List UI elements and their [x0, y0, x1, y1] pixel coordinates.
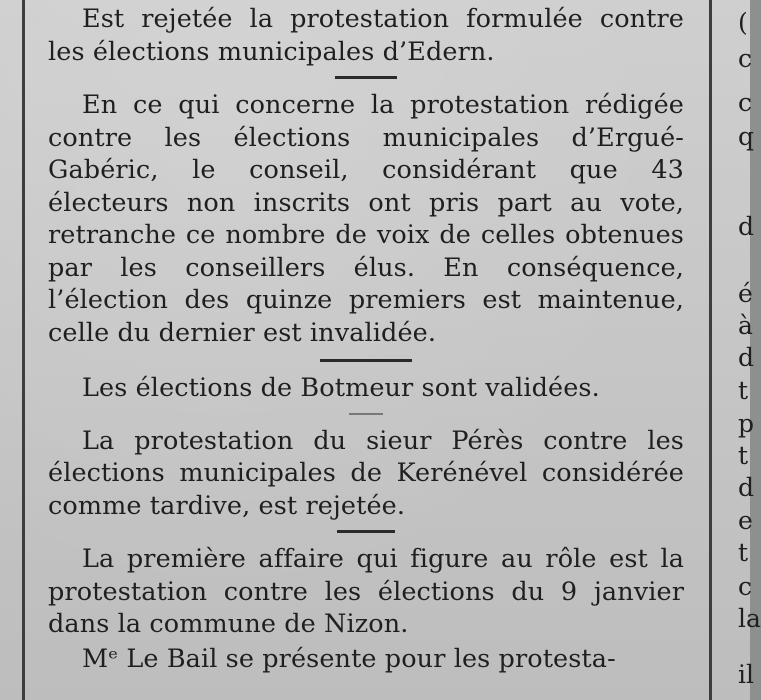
fragment-char: c: [738, 572, 753, 601]
fragment-char: t: [738, 441, 749, 470]
fragment-char: d: [738, 212, 755, 241]
separator-rule: [349, 413, 383, 415]
fragment-char: il: [738, 660, 754, 689]
fragment-char: e: [738, 506, 753, 535]
separator-rule: [337, 530, 395, 533]
paragraph-le-bail: Mᵉ Le Bail se présente pour les protesta-: [82, 643, 616, 674]
column-rule-right: [709, 0, 712, 700]
fragment-char: p: [738, 409, 755, 438]
fragment-char: t: [738, 538, 749, 567]
paragraph-kerenevel: La protestation du sieur Pérès contre les élections municipales de Kerénével considérée comme tardive, est rejetée.: [48, 425, 684, 521]
fragment-char: q: [738, 122, 755, 151]
fragment-char: d: [738, 343, 755, 372]
article-column: [48, 0, 684, 675]
fragment-char: c: [738, 44, 753, 73]
paragraph-ergue-gaberic: En ce qui concerne la protestation rédigée contre les élections municipales d’Ergué-Gabéric, le conseil, considérant que 43 électeurs non inscrits ont pris part au vote, retranche ce nombre de voix de celles obtenues par les conseillers élus. En conséquence, l’élection des quinze premiers est maintenue, celle du dernier est invalidée.: [48, 90, 684, 348]
fragment-char: c: [738, 88, 753, 117]
paragraph-nizon: La première affaire qui figure au rôle est la protestation contre les élections du 9 janvier dans la commune de Nizon.: [48, 544, 684, 639]
column-rule-left: [22, 0, 25, 700]
fragment-char: (: [738, 8, 748, 37]
fragment-char: à: [738, 311, 753, 340]
fragment-char: é: [738, 279, 753, 308]
paragraph-edern: Est rejetée la protestation formulée contre les élections municipales d’Edern.: [48, 4, 684, 67]
fragment-char: t: [738, 376, 749, 405]
paragraph-botmeur: Les élections de Botmeur sont validées.: [82, 373, 600, 403]
fragment-char: d: [738, 473, 755, 502]
separator-rule: [320, 359, 412, 362]
fragment-char: la: [738, 604, 761, 633]
adjacent-column-fragment: [714, 0, 761, 700]
separator-rule: [335, 76, 397, 79]
